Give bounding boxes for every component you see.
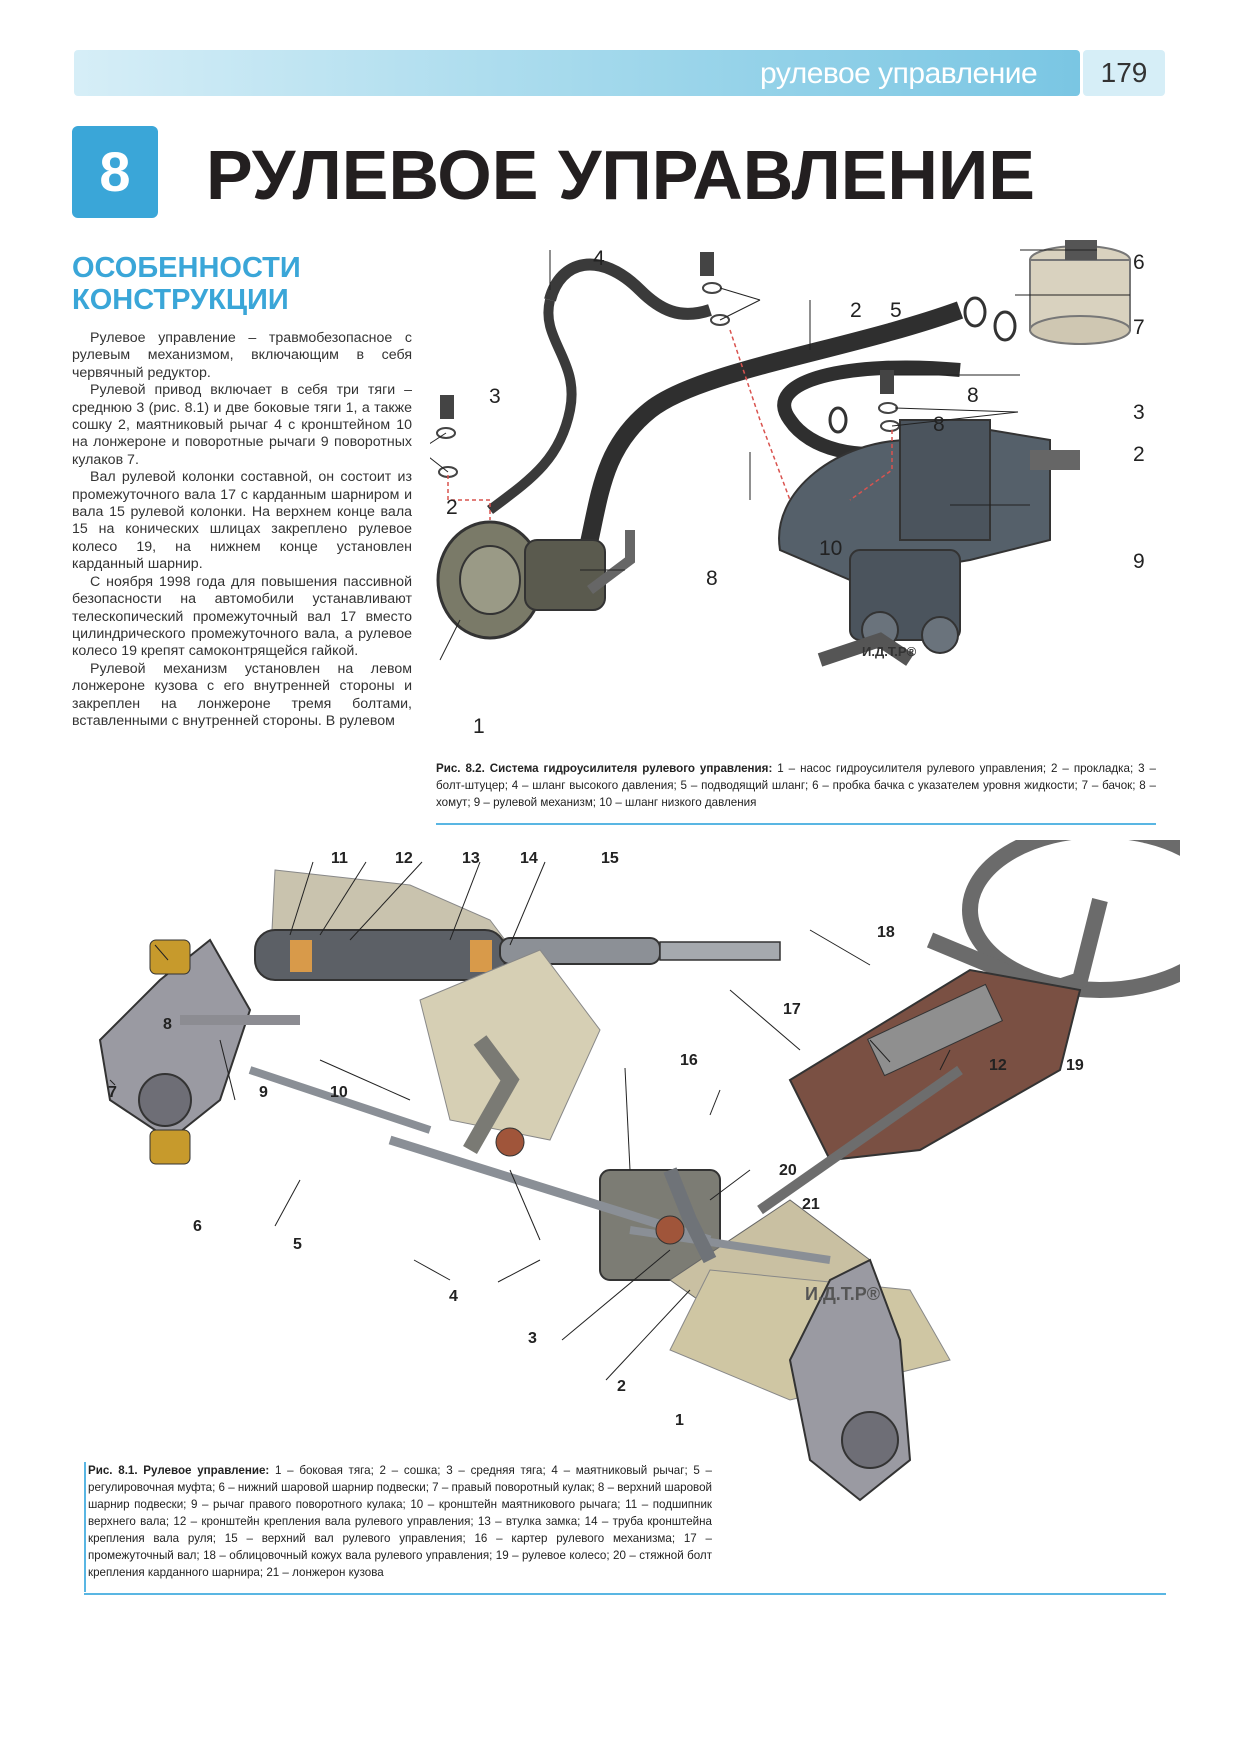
callout-2: 2 — [1133, 443, 1145, 466]
callout-16: 16 — [680, 1052, 698, 1069]
callout-21: 21 — [802, 1196, 820, 1213]
callout-4: 4 — [449, 1288, 458, 1305]
callout-7: 7 — [1133, 316, 1145, 339]
paragraph: Рулевой механизм установлен на левом лонжероне кузова с его внутренней стороны и закреплен на лонжероне тремя болтами, вставленными с внутренней стороны. В рулевом — [72, 660, 412, 729]
callout-15: 15 — [601, 850, 619, 867]
callout-4: 4 — [593, 247, 605, 270]
callout-12: 12 — [395, 850, 413, 867]
callout-2: 2 — [446, 496, 458, 519]
callout-3: 3 — [1133, 401, 1145, 424]
callout-13: 13 — [462, 850, 480, 867]
callout-14: 14 — [520, 850, 538, 867]
publisher-watermark: И.Д.Т.Р® — [862, 644, 917, 659]
callout-10: 10 — [819, 537, 843, 560]
callout-1: 1 — [473, 715, 485, 738]
caption-label: Рис. 8.2. Система гидроусилителя рулевого управления: — [436, 762, 773, 775]
callout-17: 17 — [783, 1001, 801, 1018]
figure-8-1-illustration — [70, 840, 1180, 1560]
callout-20: 20 — [779, 1162, 797, 1179]
callout-9: 9 — [259, 1084, 268, 1101]
callout-6: 6 — [1133, 251, 1145, 274]
paragraph: Вал рулевой колонки составной, он состоит из промежуточного вала 17 с карданным шарниром и вала 15 рулевой колонки. На верхнем конце вала 15 на конических шлицах закреплено рулевое колесо 19, на нижнем конце установлен карданный шарнир. — [72, 469, 412, 573]
section-heading-line2: КОНСТРУКЦИИ — [72, 284, 289, 316]
caption-text: 1 – насос гидроусилителя рулевого управления; 2 – прокладка; 3 – болт-штуцер; 4 – шланг высокого давления; 5 – подводящий шланг; 6 – пробка бачка с указателем уровня жидкости; 7 – бачок; 8 – хомут; 9 – рулевой механизм; 10 – шланг низкого давления — [436, 762, 1156, 809]
figure-8-2-illustration — [430, 240, 1170, 750]
caption-rule — [436, 823, 1156, 825]
callout-8: 8 — [933, 413, 945, 436]
callout-8: 8 — [967, 384, 979, 407]
callout-2: 2 — [850, 299, 862, 322]
steering-linkage-diagram — [70, 840, 1180, 1560]
figure-8-1-caption — [88, 1462, 712, 1581]
callout-19: 19 — [1066, 1057, 1084, 1074]
callout-8: 8 — [163, 1016, 172, 1033]
caption-label: Рис. 8.1. Рулевое управление: — [88, 1464, 270, 1477]
section-heading-line1: ОСОБЕННОСТИ — [72, 252, 301, 284]
paragraph: С ноября 1998 года для повышения пассивной безопасности на автомобили устанавливают телескопический промежуточный вал 17 вместо цилиндрического промежуточного вала, а рулевое колесо 19 крепят самоконтрящейся гайкой. — [72, 573, 412, 660]
chapter-title: РУЛЕВОЕ УПРАВЛЕНИЕ — [206, 136, 1035, 214]
callout-12: 12 — [989, 1057, 1007, 1074]
page-number: 179 — [1100, 57, 1148, 88]
callout-11: 11 — [331, 850, 348, 867]
callout-2: 2 — [617, 1378, 626, 1395]
callout-8: 8 — [706, 567, 718, 590]
callout-5: 5 — [293, 1236, 302, 1253]
figure-8-2-caption — [436, 760, 1156, 811]
caption-text: 1 – боковая тяга; 2 – сошка; 3 – средняя тяга; 4 – маятниковый рычаг; 5 – регулировочная муфта; 6 – нижний шаровой шарнир подвески; 7 – правый поворотный кулак; 8 – верхний шаровой шарнир подвески; 9 – рычаг правого поворотного кулака; 10 – кронштейн маятникового рычага; 11 – подшипник верхнего вала; 12 – кронштейн крепления вала рулевого управления; 13 – втулка замка; 14 – труба кронштейна крепления вала руля; 15 – верхний вал рулевого управления; 16 – картер рулевого механизма; 17 – промежуточный вал; 18 – облицовочный кожух вала рулевого управления; 19 – рулевое колесо; 20 – стяжной болт крепления карданного шарнира; 21 – лонжерон кузова — [88, 1464, 713, 1579]
section-heading — [72, 252, 372, 316]
chapter-number: 8 — [72, 126, 158, 218]
callout-3: 3 — [528, 1330, 537, 1347]
callout-5: 5 — [890, 299, 902, 322]
publisher-watermark: И.Д.Т.Р® — [805, 1284, 880, 1304]
callout-9: 9 — [1133, 550, 1145, 573]
callout-1: 1 — [675, 1412, 684, 1429]
callout-3: 3 — [489, 385, 501, 408]
callout-18: 18 — [877, 924, 895, 941]
callout-6: 6 — [193, 1218, 202, 1235]
paragraph: Рулевое управление – травмобезопасное с рулевым механизмом, включающим в себя червячный редуктор. — [72, 330, 412, 381]
caption-side-rule — [84, 1462, 86, 1592]
callout-7: 7 — [108, 1084, 117, 1101]
paragraph: Рулевой привод включает в себя три тяги – среднюю 3 (рис. 8.1) и две боковые тяги 1, а также сошку 2, маятниковый рычаг 4 с кронштейном 10 на лонжероне и поворотные рычаги 9 поворотных кулаков 7. — [72, 382, 412, 468]
callout-10: 10 — [330, 1084, 348, 1101]
power-steering-diagram — [430, 240, 1170, 750]
caption-rule — [84, 1593, 1166, 1595]
body-text — [72, 330, 412, 730]
running-header-title: рулевое управление — [760, 57, 1038, 90]
